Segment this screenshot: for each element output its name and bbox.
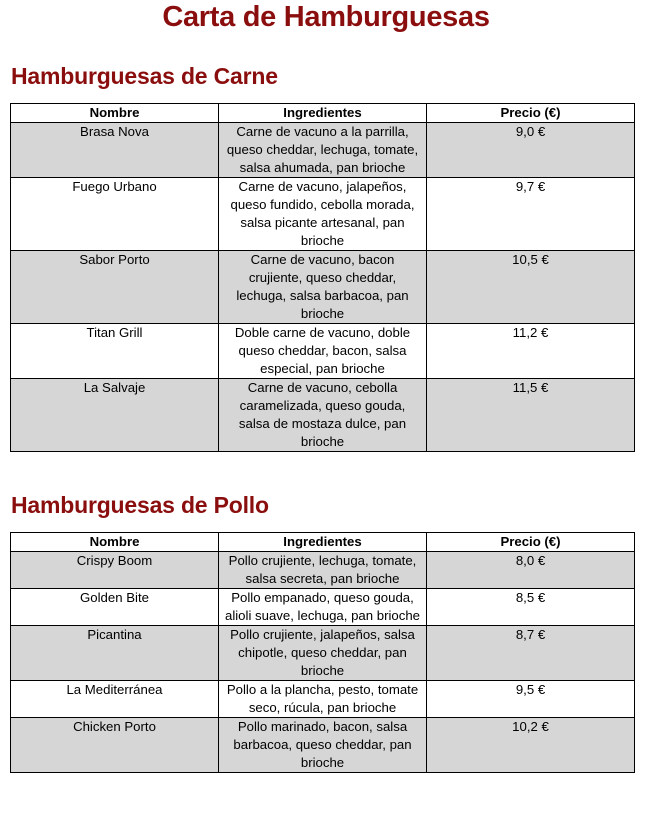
burger-name: Golden Bite bbox=[11, 589, 219, 626]
burger-ingredients: Pollo crujiente, lechuga, tomate, salsa secreta, pan brioche bbox=[219, 552, 427, 589]
burger-ingredients: Carne de vacuno, jalapeños, queso fundido, cebolla morada, salsa picante artesanal, pan brioche bbox=[219, 178, 427, 251]
table-row bbox=[11, 681, 635, 718]
burger-ingredients: Carne de vacuno a la parrilla, queso cheddar, lechuga, tomate, salsa ahumada, pan brioche bbox=[219, 123, 427, 178]
section-heading-pollo: Hamburguesas de Pollo bbox=[11, 492, 269, 518]
burger-ingredients: Pollo crujiente, jalapeños, salsa chipotle, queso cheddar, pan brioche bbox=[219, 626, 427, 681]
page-title: Carta de Hamburguesas bbox=[162, 1, 490, 33]
burger-price: 8,0 € bbox=[427, 552, 635, 589]
burger-name: La Salvaje bbox=[11, 379, 219, 452]
column-header-price: Precio (€) bbox=[427, 533, 635, 552]
burger-name: Picantina bbox=[11, 626, 219, 681]
burger-ingredients: Pollo empanado, queso gouda, alioli suave, lechuga, pan brioche bbox=[219, 589, 427, 626]
column-header-name: Nombre bbox=[11, 533, 219, 552]
burger-ingredients: Carne de vacuno, bacon crujiente, queso cheddar, lechuga, salsa barbacoa, pan brioche bbox=[219, 251, 427, 324]
table-row bbox=[11, 589, 635, 626]
table-row bbox=[11, 324, 635, 379]
burger-name: Crispy Boom bbox=[11, 552, 219, 589]
burger-name: Chicken Porto bbox=[11, 718, 219, 773]
burger-name: Sabor Porto bbox=[11, 251, 219, 324]
burger-price: 9,0 € bbox=[427, 123, 635, 178]
table-header-row bbox=[11, 104, 635, 123]
column-header-ingredients: Ingredientes bbox=[219, 533, 427, 552]
column-header-name: Nombre bbox=[11, 104, 219, 123]
table-header-row bbox=[11, 533, 635, 552]
burger-name: Fuego Urbano bbox=[11, 178, 219, 251]
burger-price: 10,2 € bbox=[427, 718, 635, 773]
burger-price: 8,5 € bbox=[427, 589, 635, 626]
burger-price: 9,7 € bbox=[427, 178, 635, 251]
table-row bbox=[11, 178, 635, 251]
burger-price: 11,5 € bbox=[427, 379, 635, 452]
table-row bbox=[11, 123, 635, 178]
burger-price: 11,2 € bbox=[427, 324, 635, 379]
burger-price: 9,5 € bbox=[427, 681, 635, 718]
column-header-price: Precio (€) bbox=[427, 104, 635, 123]
burger-price: 10,5 € bbox=[427, 251, 635, 324]
burger-name: La Mediterránea bbox=[11, 681, 219, 718]
beef-burger-table bbox=[10, 103, 635, 452]
chicken-burger-table bbox=[10, 532, 635, 773]
burger-price: 8,7 € bbox=[427, 626, 635, 681]
section-heading-carne: Hamburguesas de Carne bbox=[11, 63, 278, 89]
table-row bbox=[11, 626, 635, 681]
burger-ingredients: Pollo marinado, bacon, salsa barbacoa, queso cheddar, pan brioche bbox=[219, 718, 427, 773]
table-row bbox=[11, 251, 635, 324]
burger-ingredients: Doble carne de vacuno, doble queso cheddar, bacon, salsa especial, pan brioche bbox=[219, 324, 427, 379]
table-row bbox=[11, 552, 635, 589]
burger-name: Titan Grill bbox=[11, 324, 219, 379]
burger-ingredients: Pollo a la plancha, pesto, tomate seco, rúcula, pan brioche bbox=[219, 681, 427, 718]
column-header-ingredients: Ingredientes bbox=[219, 104, 427, 123]
table-row bbox=[11, 379, 635, 452]
burger-name: Brasa Nova bbox=[11, 123, 219, 178]
table-row bbox=[11, 718, 635, 773]
burger-ingredients: Carne de vacuno, cebolla caramelizada, queso gouda, salsa de mostaza dulce, pan brioche bbox=[219, 379, 427, 452]
